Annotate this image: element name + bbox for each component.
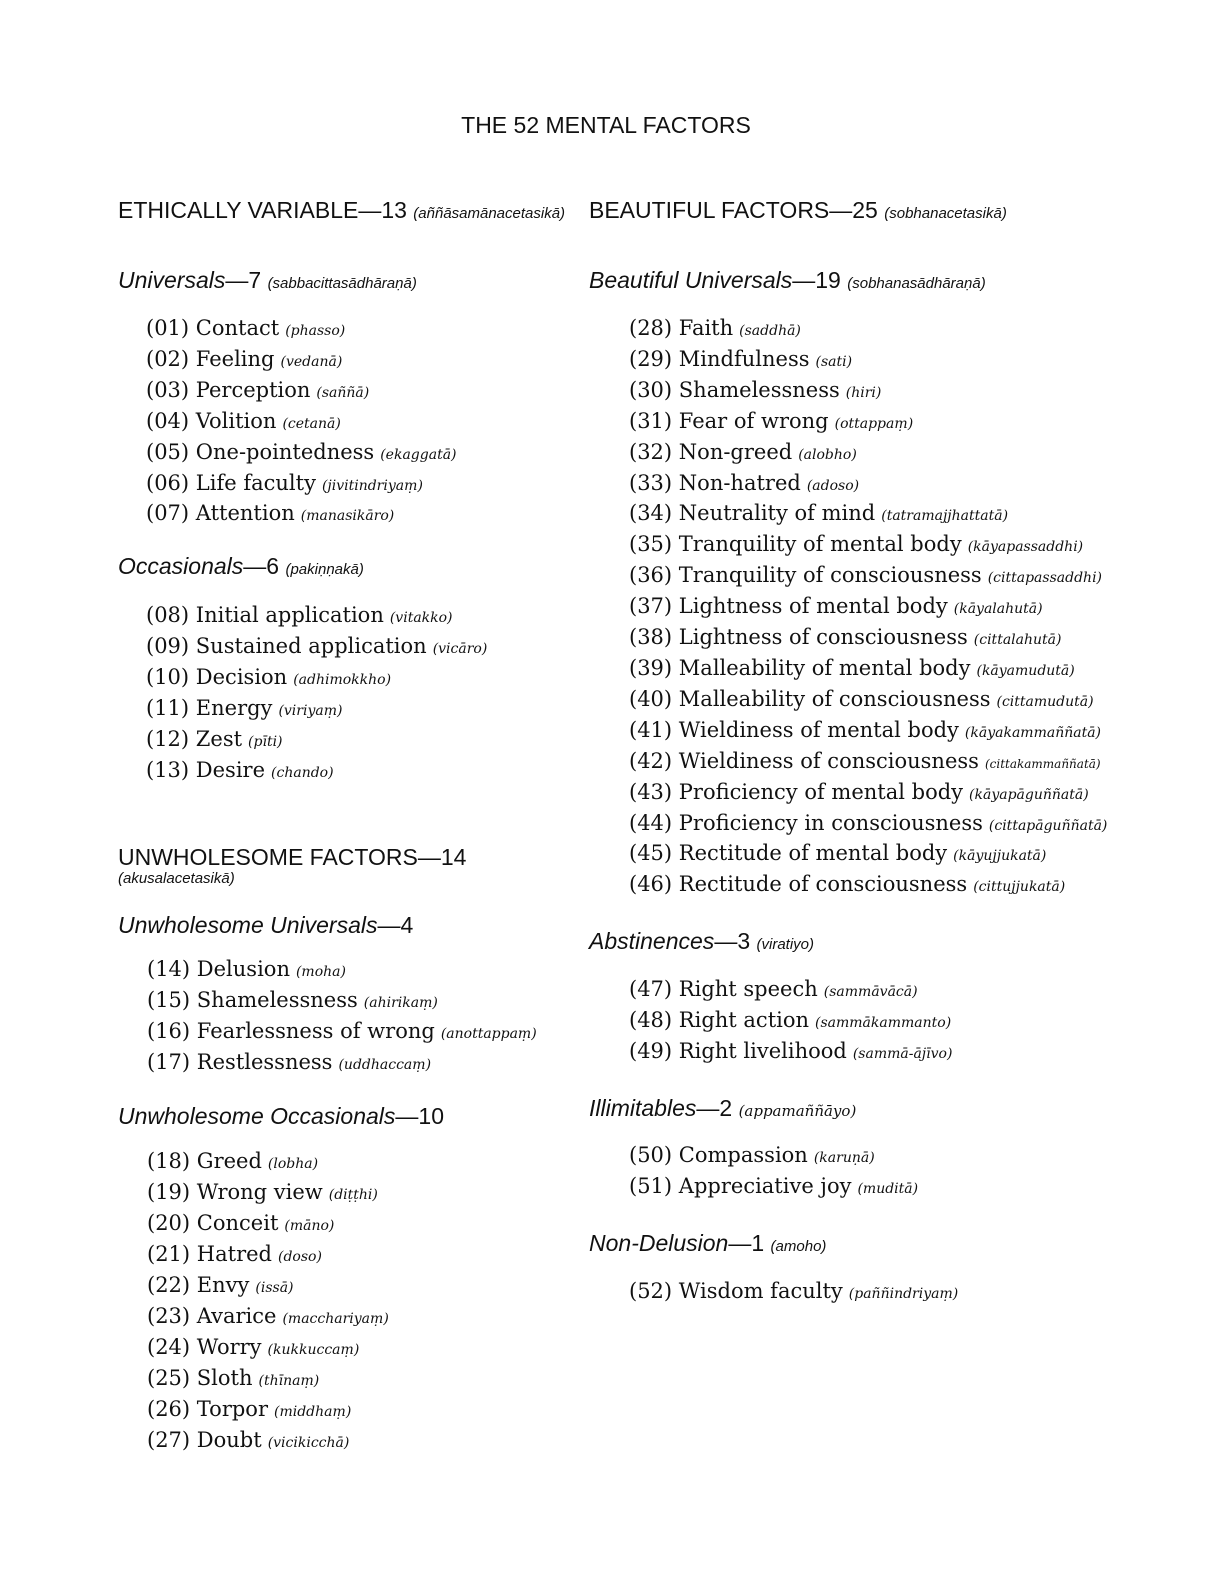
item-number: (46) (629, 872, 673, 897)
list-item (147, 1179, 578, 1210)
item-name: Conceit (196, 1211, 279, 1236)
list-occasionals (146, 602, 578, 787)
item-number: (31) (629, 408, 673, 433)
item-name: Decision (195, 665, 288, 690)
item-name: Perception (195, 377, 311, 402)
subheading-count: —2 (696, 1094, 733, 1121)
list-item (629, 717, 1189, 748)
group-heading-pali: (aññāsamānacetasikā) (413, 205, 566, 222)
subheading-pali: (appamaññāyo) (738, 1101, 857, 1120)
item-number: (42) (629, 748, 673, 773)
subheading-pali: (pakiṇṇakā) (285, 561, 364, 579)
list-item (146, 377, 578, 408)
item-number: (04) (146, 408, 190, 433)
subheading-count: —7 (225, 267, 262, 293)
list-item (146, 470, 578, 501)
item-pali: (vedanā) (280, 353, 343, 370)
item-pali: (adhimokkho) (293, 672, 392, 689)
item-name: Right livelihood (678, 1039, 847, 1064)
subheading-non-delusion (589, 1228, 1189, 1262)
item-number: (25) (147, 1365, 191, 1390)
group-heading-text: BEAUTIFUL FACTORS—25 (589, 197, 878, 223)
list-item (147, 1334, 578, 1365)
item-number: (43) (629, 779, 673, 804)
subheading-count: —19 (792, 267, 841, 293)
item-number: (24) (147, 1334, 191, 1359)
item-name: Wieldiness of mental body (678, 717, 959, 742)
item-pali: (māno) (284, 1218, 335, 1235)
list-item (629, 470, 1189, 501)
item-name: Feeling (195, 346, 275, 371)
item-pali: (jivitindriyaṃ) (321, 477, 423, 494)
subheading-count: —1 (728, 1229, 765, 1256)
list-item (146, 602, 578, 633)
item-pali: (muditā) (857, 1180, 919, 1197)
item-number: (33) (629, 470, 673, 495)
item-number: (29) (629, 346, 673, 371)
item-name: Lightness of consciousness (678, 625, 968, 650)
list-item (146, 408, 578, 439)
item-pali: (tatramajjhattatā) (881, 508, 1009, 525)
list-unwholesome-occasionals (147, 1148, 578, 1457)
list-item (629, 377, 1189, 408)
item-number: (03) (146, 377, 190, 402)
item-number: (30) (629, 377, 673, 402)
item-number: (47) (629, 977, 673, 1002)
subheading-name: Illimitables (589, 1094, 697, 1121)
list-item (146, 695, 578, 726)
item-name: Zest (195, 726, 243, 751)
list-item (629, 976, 1189, 1007)
subheading-name: Universals (118, 267, 226, 293)
group-heading-text: ETHICALLY VARIABLE—13 (118, 197, 407, 223)
item-pali: (anottappaṃ) (440, 1025, 537, 1042)
subheading-name: Non-Delusion (589, 1229, 729, 1256)
subheading-illimitables (589, 1093, 1189, 1126)
list-item (629, 871, 1189, 902)
item-pali: (phasso) (285, 323, 346, 339)
left-column (118, 195, 578, 1457)
item-pali: (kāyapāguññatā) (969, 786, 1089, 803)
list-item (629, 1142, 1189, 1173)
subheading-count: —4 (377, 911, 414, 938)
item-number: (11) (146, 696, 190, 721)
item-pali: (kāyapassaddhi) (967, 539, 1084, 556)
list-item (147, 1272, 578, 1303)
item-pali: (cittakammaññatā) (984, 756, 1101, 771)
item-name: Wieldiness of consciousness (678, 748, 979, 773)
item-number: (08) (146, 603, 190, 628)
item-name: Appreciative joy (678, 1173, 852, 1198)
item-name: Right speech (678, 977, 818, 1002)
item-pali: (manasikāro) (300, 508, 395, 525)
item-name: Rectitude of consciousness (678, 872, 968, 897)
item-name: Faith (678, 316, 734, 340)
item-name: Tranquility of mental body (678, 532, 962, 557)
item-pali: (vicāro) (432, 641, 488, 658)
item-pali: (cittapāguññatā) (988, 817, 1108, 834)
item-name: Doubt (196, 1427, 262, 1452)
item-pali: (kāyujjukatā) (953, 848, 1047, 865)
item-pali: (ahirikaṃ) (363, 994, 438, 1011)
subheading-name: Beautiful Universals (589, 267, 793, 293)
item-number: (18) (147, 1149, 191, 1174)
item-pali: (cittujjukatā) (973, 879, 1066, 896)
list-item (629, 500, 1189, 531)
item-pali: (chando) (271, 764, 334, 781)
group-heading-pali: (akusalacetasikā) (118, 869, 235, 887)
item-number: (20) (147, 1211, 191, 1236)
item-pali: (cittalahutā) (973, 632, 1062, 649)
item-pali: (vitakko) (389, 610, 453, 627)
list-item (146, 664, 578, 695)
item-number: (16) (147, 1018, 191, 1043)
list-item (629, 779, 1189, 810)
item-pali: (sammākammanto) (815, 1015, 952, 1032)
item-pali: (sammāvācā) (823, 984, 918, 1001)
item-name: Envy (196, 1273, 250, 1298)
item-name: Contact (195, 316, 280, 340)
list-item (629, 1007, 1189, 1038)
list-item (147, 1210, 578, 1241)
list-item (146, 439, 578, 470)
item-number: (09) (146, 634, 190, 659)
list-item (146, 757, 578, 788)
list-item (147, 1018, 578, 1049)
item-number: (19) (147, 1180, 191, 1205)
item-number: (22) (147, 1273, 191, 1298)
item-name: Malleability of consciousness (678, 686, 991, 711)
item-number: (32) (629, 439, 673, 464)
item-number: (50) (629, 1142, 673, 1167)
item-number: (44) (629, 810, 673, 835)
item-number: (10) (146, 665, 190, 690)
subheading-pali: (amoho) (770, 1237, 827, 1255)
item-pali: (diṭṭhi) (328, 1187, 378, 1204)
list-item (629, 748, 1189, 779)
item-pali: (lobha) (267, 1156, 319, 1173)
list-item (629, 439, 1189, 470)
list-item (629, 686, 1189, 717)
list-item (146, 633, 578, 664)
item-name: Shamelessness (678, 377, 840, 402)
item-pali: (karuṇā) (813, 1149, 875, 1166)
item-number: (06) (146, 470, 190, 495)
item-number: (45) (629, 841, 673, 866)
item-pali: (pīti) (248, 733, 283, 750)
item-pali: (alobho) (798, 446, 857, 463)
item-number: (15) (147, 987, 191, 1012)
item-pali: (cittapassaddhi) (987, 570, 1103, 587)
item-pali: (kukkuccaṃ) (267, 1341, 360, 1358)
item-name: Delusion (196, 956, 290, 981)
item-pali: (macchariyaṃ) (282, 1310, 389, 1327)
item-number: (05) (146, 439, 190, 464)
item-number: (51) (629, 1173, 673, 1198)
item-pali: (kāyalahutā) (953, 601, 1043, 618)
item-pali: (cittamudutā) (996, 693, 1094, 710)
list-item (147, 1148, 578, 1179)
item-number: (01) (146, 316, 190, 340)
item-name: Shamelessness (196, 987, 358, 1012)
item-pali: (vicikicchā) (267, 1434, 350, 1451)
list-item (629, 655, 1189, 686)
item-number: (02) (146, 346, 190, 371)
item-name: Greed (196, 1149, 262, 1174)
item-pali: (ottappaṃ) (834, 415, 914, 432)
item-name: Torpor (196, 1396, 268, 1421)
subheading-pali: (sabbacittasādhāraṇā) (267, 275, 417, 292)
item-name: Wisdom faculty (678, 1278, 843, 1303)
subheading-name: Unwholesome Universals (118, 911, 378, 938)
item-name: Malleability of mental body (678, 655, 971, 680)
list-item (629, 840, 1189, 871)
item-number: (27) (147, 1427, 191, 1452)
list-item (147, 1365, 578, 1396)
list-item (146, 726, 578, 757)
item-number: (12) (146, 726, 190, 751)
subheading-name: Unwholesome Occasionals (118, 1103, 396, 1130)
item-number: (37) (629, 594, 673, 619)
item-name: Fearlessness of wrong (196, 1018, 435, 1043)
group-heading-ethically-variable (118, 195, 578, 229)
item-number: (13) (146, 757, 190, 782)
item-name: Worry (196, 1334, 262, 1359)
list-item (629, 408, 1189, 439)
item-pali: (viriyaṃ) (278, 703, 343, 720)
item-pali: (thīnaṃ) (258, 1372, 320, 1389)
list-illimitables (629, 1142, 1189, 1204)
list-item (147, 1241, 578, 1272)
item-name: Sustained application (195, 634, 427, 659)
item-pali: (uddhaccaṃ) (338, 1056, 432, 1073)
item-number: (26) (147, 1396, 191, 1421)
item-number: (39) (629, 655, 673, 680)
list-non-delusion (629, 1278, 1189, 1309)
item-pali: (hiri) (845, 384, 882, 401)
right-column (589, 195, 1189, 1309)
item-name: Restlessness (196, 1049, 333, 1074)
group-heading-pali: (sobhanacetasikā) (884, 205, 1007, 222)
subheading-beautiful-universals (589, 265, 1189, 299)
item-name: Wrong view (196, 1180, 323, 1205)
subheading-universals (118, 265, 578, 299)
item-pali: (moha) (295, 963, 346, 980)
subheading-unwholesome-occasionals (118, 1101, 578, 1131)
item-name: Mindfulness (678, 346, 810, 371)
item-pali: (saññā) (316, 384, 370, 401)
list-item (147, 1427, 578, 1458)
item-name: Hatred (196, 1242, 272, 1267)
item-pali: (middhaṃ) (273, 1403, 352, 1420)
item-name: Volition (195, 408, 277, 433)
list-unwholesome-universals (147, 956, 578, 1080)
item-name: Sloth (196, 1365, 253, 1390)
item-number: (36) (629, 563, 673, 588)
item-pali: (sati) (815, 353, 853, 370)
list-abstinences (629, 976, 1189, 1069)
item-name: Desire (195, 757, 266, 782)
item-number: (52) (629, 1278, 673, 1303)
item-name: Non-greed (678, 439, 793, 464)
subheading-occasionals (118, 551, 578, 585)
item-number: (21) (147, 1242, 191, 1267)
item-number: (41) (629, 717, 673, 742)
item-number: (49) (629, 1039, 673, 1064)
item-name: Neutrality of mind (678, 501, 876, 526)
subheading-name: Abstinences (589, 928, 715, 955)
item-number: (40) (629, 686, 673, 711)
group-heading-text: UNWHOLESOME FACTORS—14 (118, 843, 467, 870)
list-item (629, 1038, 1189, 1069)
item-name: Right action (678, 1008, 810, 1033)
item-name: Proficiency in consciousness (678, 810, 983, 835)
list-item (629, 624, 1189, 655)
item-number: (14) (147, 956, 191, 981)
item-number: (34) (629, 501, 673, 526)
item-pali: (kāyamudutā) (976, 662, 1075, 679)
subheading-name: Occasionals (118, 553, 244, 580)
item-pali: (cetanā) (282, 415, 341, 432)
list-item (147, 1396, 578, 1427)
item-pali: (adoso) (806, 477, 860, 494)
item-pali: (ekaggatā) (380, 446, 457, 463)
subheading-abstinences (589, 926, 1189, 960)
list-item (629, 1278, 1189, 1309)
item-number: (48) (629, 1008, 673, 1033)
list-item (629, 593, 1189, 624)
subheading-pali: (viratiyo) (756, 936, 815, 954)
list-item (147, 987, 578, 1018)
item-name: Tranquility of consciousness (678, 563, 982, 588)
item-pali: (issā) (255, 1280, 294, 1297)
item-name: Proficiency of mental body (678, 779, 964, 804)
item-name: Life faculty (195, 470, 316, 495)
item-name: Initial application (195, 603, 384, 628)
item-pali: (saddhā) (739, 323, 801, 339)
list-item (629, 810, 1189, 841)
list-item (147, 1303, 578, 1334)
item-name: Energy (195, 696, 273, 721)
subheading-count: —10 (395, 1103, 444, 1130)
list-item (629, 531, 1189, 562)
item-number: (28) (629, 316, 673, 340)
item-number: (23) (147, 1303, 191, 1328)
list-item (629, 562, 1189, 593)
list-item (146, 346, 578, 377)
item-number: (38) (629, 625, 673, 650)
item-name: Fear of wrong (678, 408, 829, 433)
list-item (629, 346, 1189, 377)
item-pali: (sammā-ājīvo) (852, 1046, 953, 1063)
item-name: Lightness of mental body (678, 594, 948, 619)
list-universals (146, 315, 578, 531)
list-item (146, 500, 578, 531)
item-name: Compassion (678, 1142, 808, 1167)
list-item (629, 1173, 1189, 1204)
list-item (629, 315, 1189, 346)
subheading-count: —6 (243, 553, 280, 580)
list-item (147, 1049, 578, 1080)
item-name: Rectitude of mental body (678, 841, 948, 866)
item-name: Attention (195, 501, 295, 526)
list-item (146, 315, 578, 346)
item-name: Non-hatred (678, 470, 801, 495)
item-pali: (paññindriyaṃ) (848, 1285, 959, 1302)
item-pali: (doso) (277, 1249, 322, 1266)
subheading-unwholesome-universals (118, 910, 578, 940)
page-title: THE 52 MENTAL FACTORS (461, 112, 751, 138)
group-heading-unwholesome (118, 842, 578, 888)
item-pali: (kāyakammaññatā) (964, 724, 1102, 741)
subheading-count: —3 (714, 928, 751, 955)
group-heading-beautiful (589, 195, 1189, 229)
subheading-pali: (sobhanasādhāraṇā) (847, 275, 986, 292)
item-name: One-pointedness (195, 439, 375, 464)
list-item (147, 956, 578, 987)
item-number: (17) (147, 1049, 191, 1074)
item-number: (35) (629, 532, 673, 557)
list-beautiful-universals (629, 315, 1189, 902)
item-number: (07) (146, 501, 190, 526)
item-name: Avarice (196, 1303, 277, 1328)
